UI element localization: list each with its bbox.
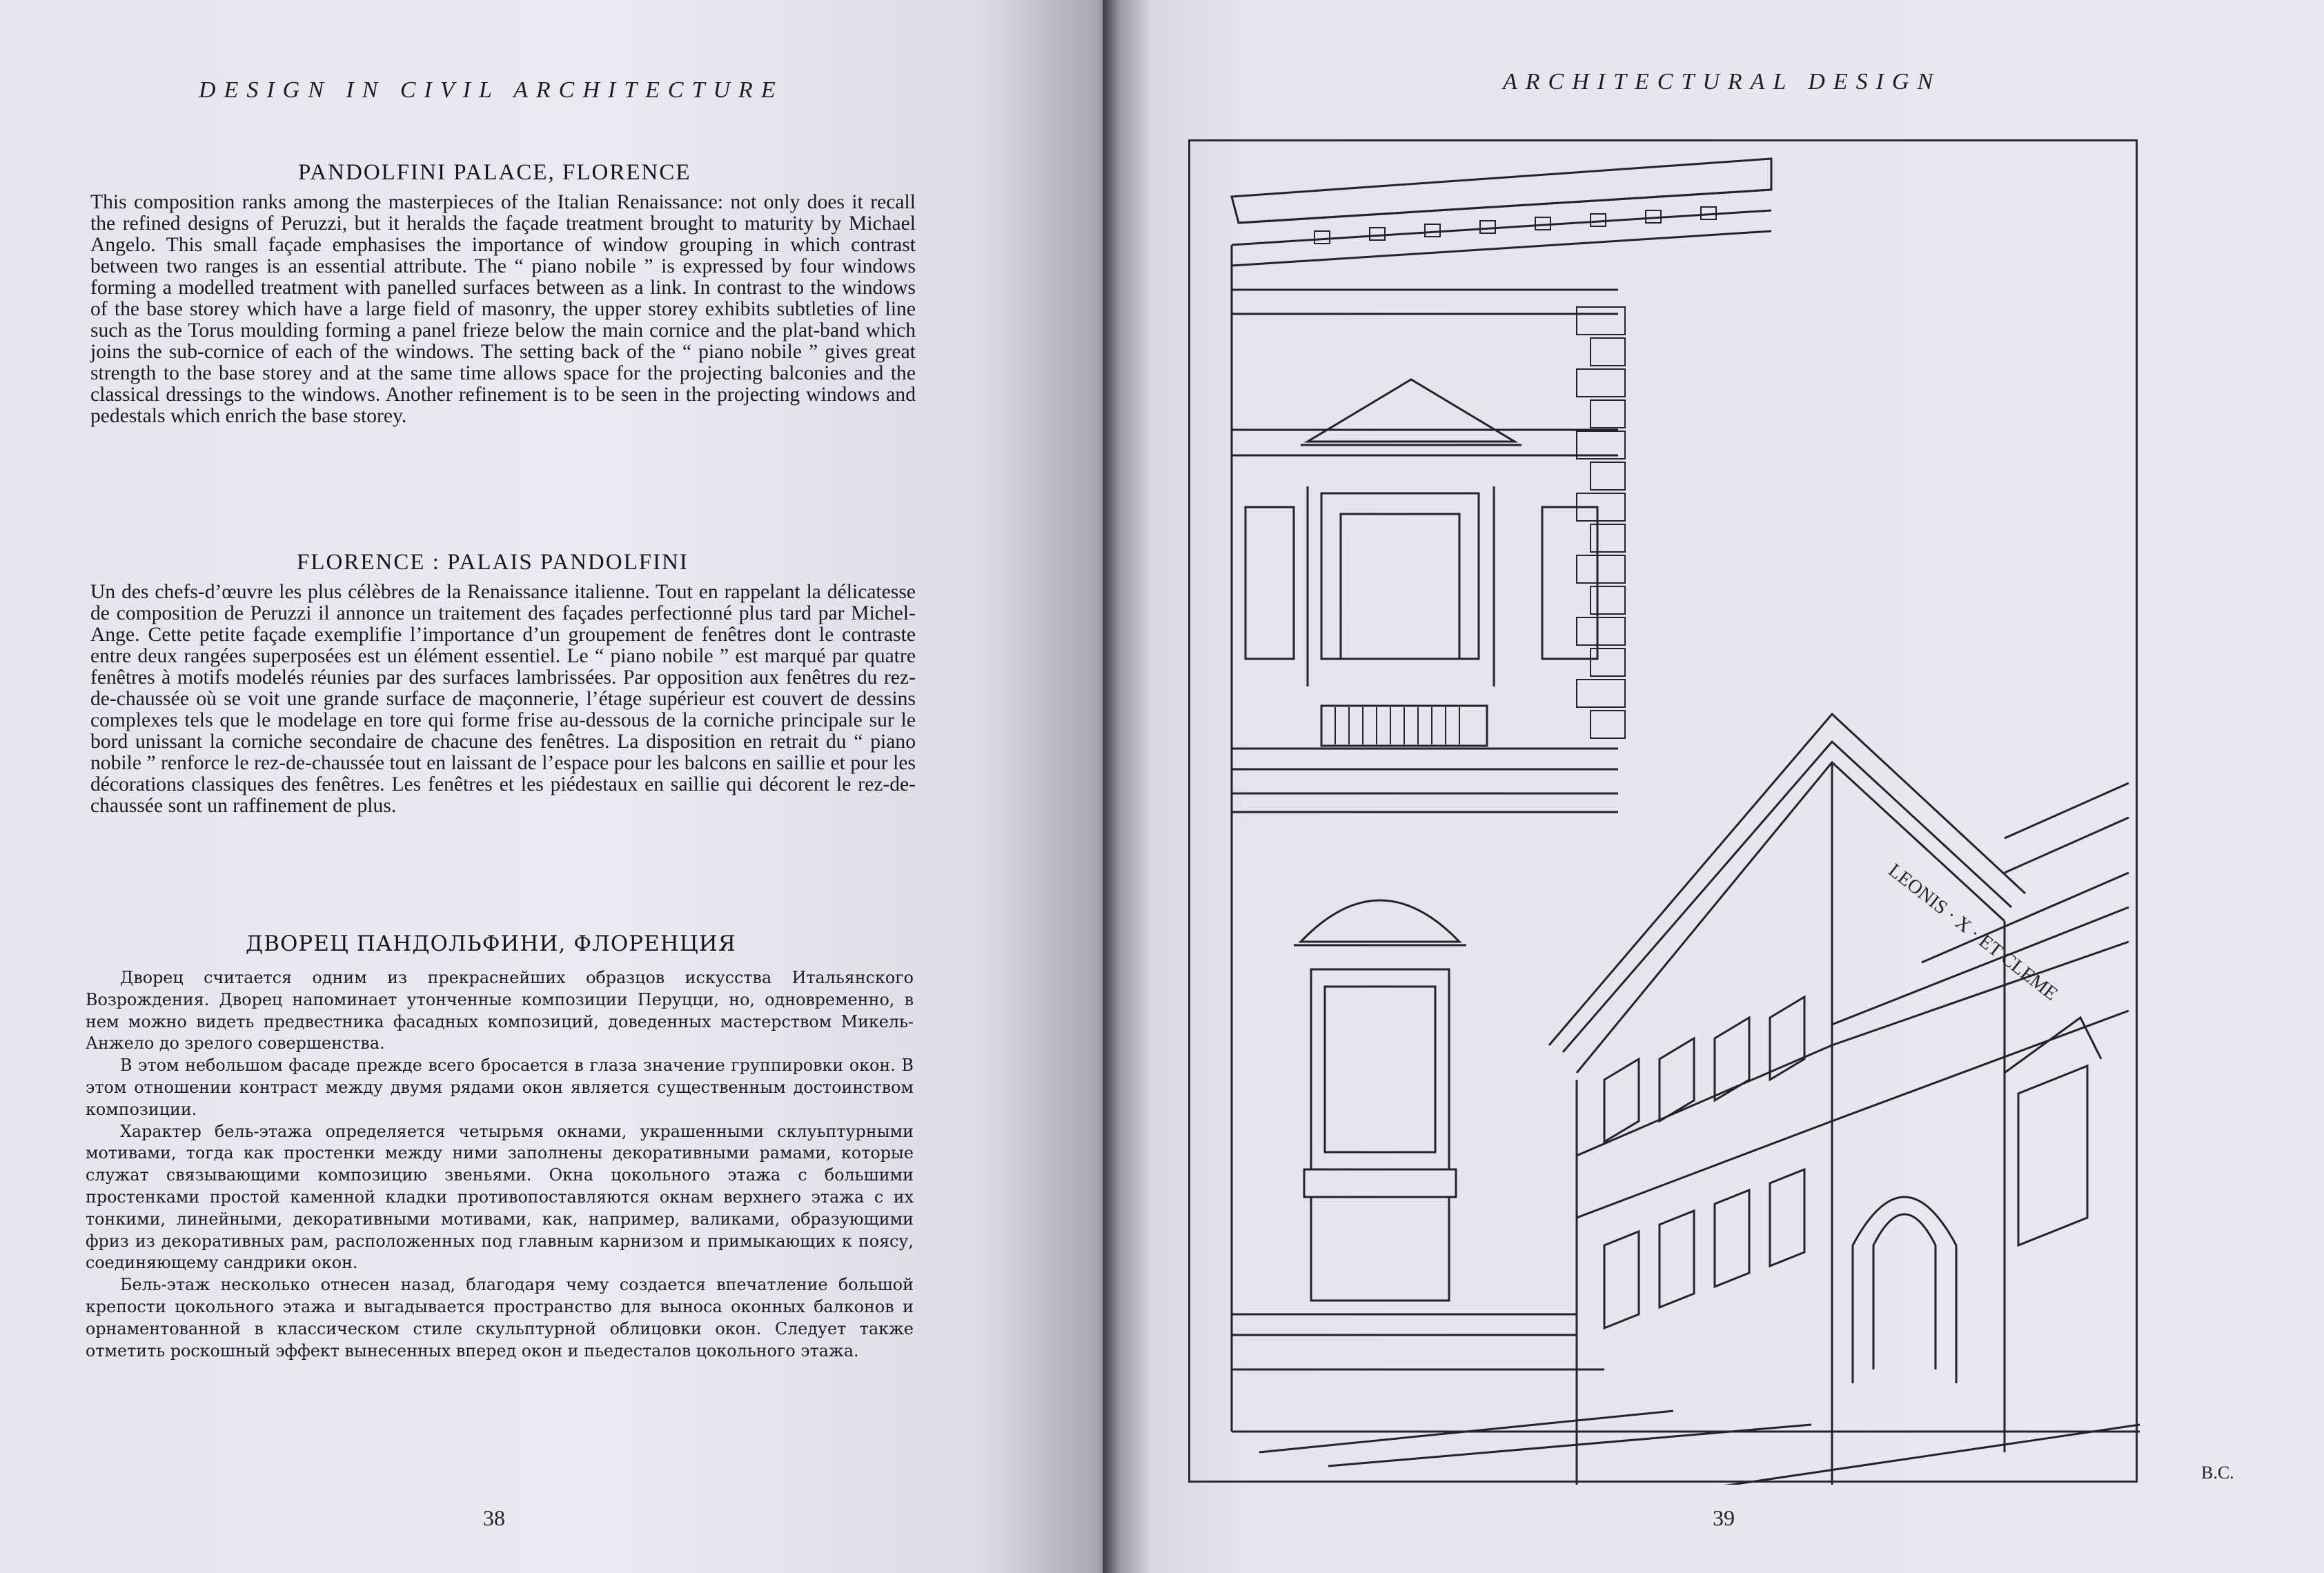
french-text: Un des chefs-d’œuvre les plus célèbres de la Renaissance italienne. Tout en rappelant la délicatesse de composition de Peruzzi il annonce un traitement des façades perfectionné plus tard par Michel-Ange. Cette petite façade exemplifie l’importance d’un groupement de fenêtres dont le contraste entre deux rangées superposées est un élément essentiel. Le “ piano nobile ” est marqué par quatre fenêtres à motifs modelés réunies par des surfaces lambrissées. Par opposition aux fenêtres du rez-de-chaussée où se voit une grande surface de maçonnerie, l’étage supérieur est couvert de dessins complexes tels que le modelage en tore qui forme frise au-dessous de la corniche principale sur le bord unissant la corniche secondaire de chacune des fenêtres. La disposition en retrait du “ piano nobile ” renforce le rez-de-chaussée tout en laissant de l’espace pour les balcons en saillie et pour les décorations classiques des fenêtres. Les fenêtres et les piédestaux en saillie qui décorent le rez-de-chaussée sont un raffinement de plus. bbox=[90, 581, 916, 817]
english-title: PANDOLFINI PALACE, FLORENCE bbox=[298, 160, 691, 185]
page-number-left: 38 bbox=[483, 1505, 505, 1530]
palace-illustration bbox=[1188, 139, 2138, 1483]
running-head-left: DESIGN IN CIVIL ARCHITECTURE bbox=[199, 77, 784, 103]
russian-paragraph: В этом небольшом фасаде прежде всего бросается в глаза значение группировки окон. В этом отношении контраст между двумя рядами окон является существенным достоинством композиции. bbox=[86, 1056, 914, 1119]
left-page bbox=[0, 0, 1118, 1573]
page-number-right: 39 bbox=[1713, 1505, 1735, 1530]
russian-paragraph: Бель-этаж несколько отнесен назад, благодаря чему создается впечатление большой крепости цокольного этажа и выгадывается пространство для выноса оконных балконов и орнаментованной в классическом стиле скульптурной облицовки окон. Следует также отметить роскошный эффект вынесенных вперед окон и пьедесталов цокольного этажа. bbox=[86, 1275, 914, 1361]
palace-drawing bbox=[1190, 141, 2140, 1485]
running-head-right: ARCHITECTURAL DESIGN bbox=[1503, 69, 1942, 95]
artist-signature: B.C. bbox=[2201, 1463, 2234, 1483]
inscription-text: LEONIS · X · ET CLEME bbox=[1884, 860, 2062, 1005]
french-title: FLORENCE : PALAIS PANDOLFINI bbox=[297, 550, 689, 575]
english-text: This composition ranks among the masterpieces of the Italian Renaissance: not only does it recall the refined designs of Peruzzi, but it heralds the façade treatment brought to maturity by Michael Angelo. This small façade emphasises the importance of window grouping in which contrast between two ranges is an essential attribute. The “ piano nobile ” is expressed by four windows forming a modelled treatment with panelled surfaces between as a link. In contrast to the windows of the base storey which have a large field of masonry, the upper storey exhibits subtleties of line such as the Torus moulding forming a panel frieze below the main cornice and the plat-band which joins the sub-cornice of each of the windows. The setting back of the “ piano nobile ” gives great strength to the base storey and at the same time allows space for the projecting balconies and the classical dressings to the windows. Another refinement is to be seen in the projecting windows and pedestals which enrich the base storey. bbox=[90, 191, 916, 427]
russian-paragraph: Характер бель-этажа определяется четырьмя окнами, украшенными склуьптурными мотивами, тогда как простенки между ними заполнены декоративными рамами, которые служат связывающими композицию звеньями. Окна цокольного этажа с большими простенками простой каменной кладки противопоставляются окнам верхнего этажа с их тонкими, линейными, декоративными мотивами, как, например, валиками, образующими фриз из декоративных рам, расположенных под главным карнизом и примыкающих к поясу, соединяющему сандрики окон. bbox=[86, 1121, 914, 1273]
russian-title: ДВОРЕЦ ПАНДОЛЬФИНИ, ФЛОРЕНЦИЯ bbox=[246, 931, 736, 956]
russian-text bbox=[86, 967, 914, 1362]
russian-paragraph: Дворец считается одним из прекраснейших образцов искусства Итальянского Возрождения. Дворец напоминает утонченные композиции Перуцци, но, одновременно, в нем можно видеть предвестника фасадных композиций, доведенных мастерством Микель-Анжело до зрелого совершенства. bbox=[86, 968, 914, 1053]
